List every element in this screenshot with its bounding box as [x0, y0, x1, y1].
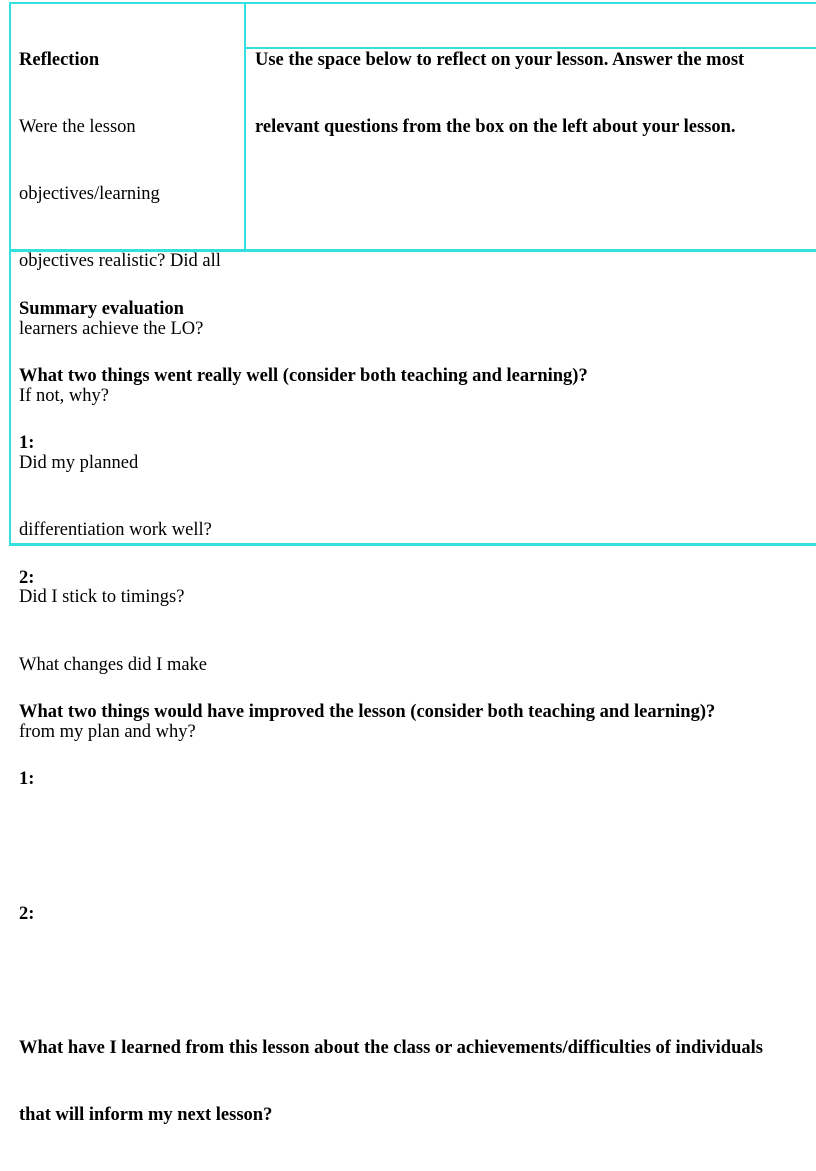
- prompt-line: Use the space below to reflect on your lesson. Answer the most: [255, 49, 745, 70]
- reflection-line: What changes did I make: [19, 654, 208, 675]
- reflection-line: If not, why?: [19, 385, 109, 406]
- prompt-line: relevant questions from the box on the left about your lesson.: [255, 117, 736, 138]
- summary-question-went-well: What two things went really well (consider both teaching and learning)?: [19, 366, 588, 387]
- summary-question-learned-cont: that will inform my next lesson?: [19, 1105, 273, 1126]
- reflection-line: differentiation work well?: [19, 520, 212, 541]
- summary-question-learned: What have I learned from this lesson about the class or achievements/difficulties of individuals: [19, 1038, 763, 1059]
- summary-spacer: [19, 835, 763, 857]
- summary-spacer: [19, 634, 763, 656]
- reflection-line: learners achieve the LO?: [19, 318, 204, 339]
- summary-answer-label: 2:: [19, 567, 35, 588]
- table-border-left: [9, 2, 11, 546]
- summary-spacer: [19, 970, 763, 992]
- summary-cell: [19, 253, 763, 1171]
- reflection-line: Did my planned: [19, 453, 139, 474]
- summary-answer-label: 2:: [19, 903, 35, 924]
- summary-answer-label: 1:: [19, 433, 35, 454]
- summary-heading: Summary evaluation: [19, 298, 184, 319]
- summary-question-improve: What two things would have improved the lesson (consider both teaching and learning)?: [19, 702, 716, 723]
- reflection-line: objectives realistic? Did all: [19, 251, 221, 272]
- reflection-heading: Reflection: [19, 49, 100, 70]
- reflection-line: Were the lesson: [19, 117, 136, 138]
- reflection-line: Did I stick to timings?: [19, 587, 185, 608]
- reflection-line: objectives/learning: [19, 184, 160, 205]
- summary-spacer: [19, 499, 763, 521]
- reflection-answer-area[interactable]: [246, 49, 816, 249]
- reflection-line: from my plan and why?: [19, 721, 196, 742]
- summary-answer-label: 1:: [19, 769, 35, 790]
